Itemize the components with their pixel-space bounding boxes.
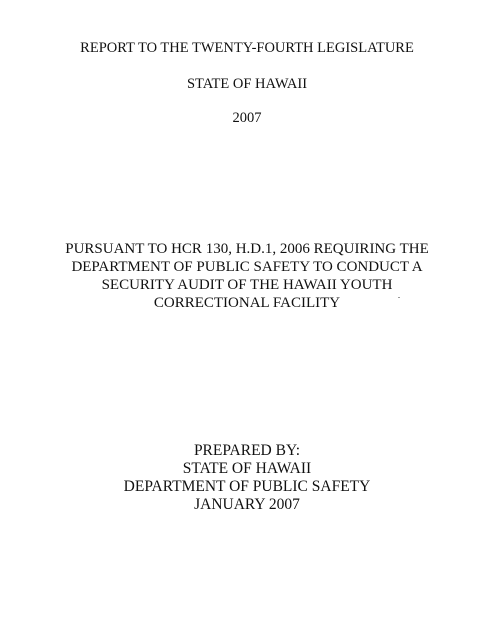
prepared-by-label: PREPARED BY: <box>193 442 301 459</box>
subject-line-3: SECURITY AUDIT OF THE HAWAII YOUTH <box>101 277 393 293</box>
subject-line-1: PURSUANT TO HCR 130, H.D.1, 2006 REQUIRING THE <box>65 241 429 257</box>
prepared-by-department: DEPARTMENT OF PUBLIC SAFETY <box>123 478 371 495</box>
report-year: 2007 <box>232 110 262 126</box>
report-title: REPORT TO THE TWENTY-FOURTH LEGISLATURE <box>80 40 414 56</box>
scan-speck <box>398 297 400 298</box>
prepared-date: JANUARY 2007 <box>194 496 300 513</box>
state-name: STATE OF HAWAII <box>186 76 308 92</box>
prepared-by-state: STATE OF HAWAII <box>182 460 312 477</box>
subject-line-2: DEPARTMENT OF PUBLIC SAFETY TO CONDUCT A <box>71 259 423 275</box>
subject-line-4: CORRECTIONAL FACILITY <box>153 295 341 311</box>
